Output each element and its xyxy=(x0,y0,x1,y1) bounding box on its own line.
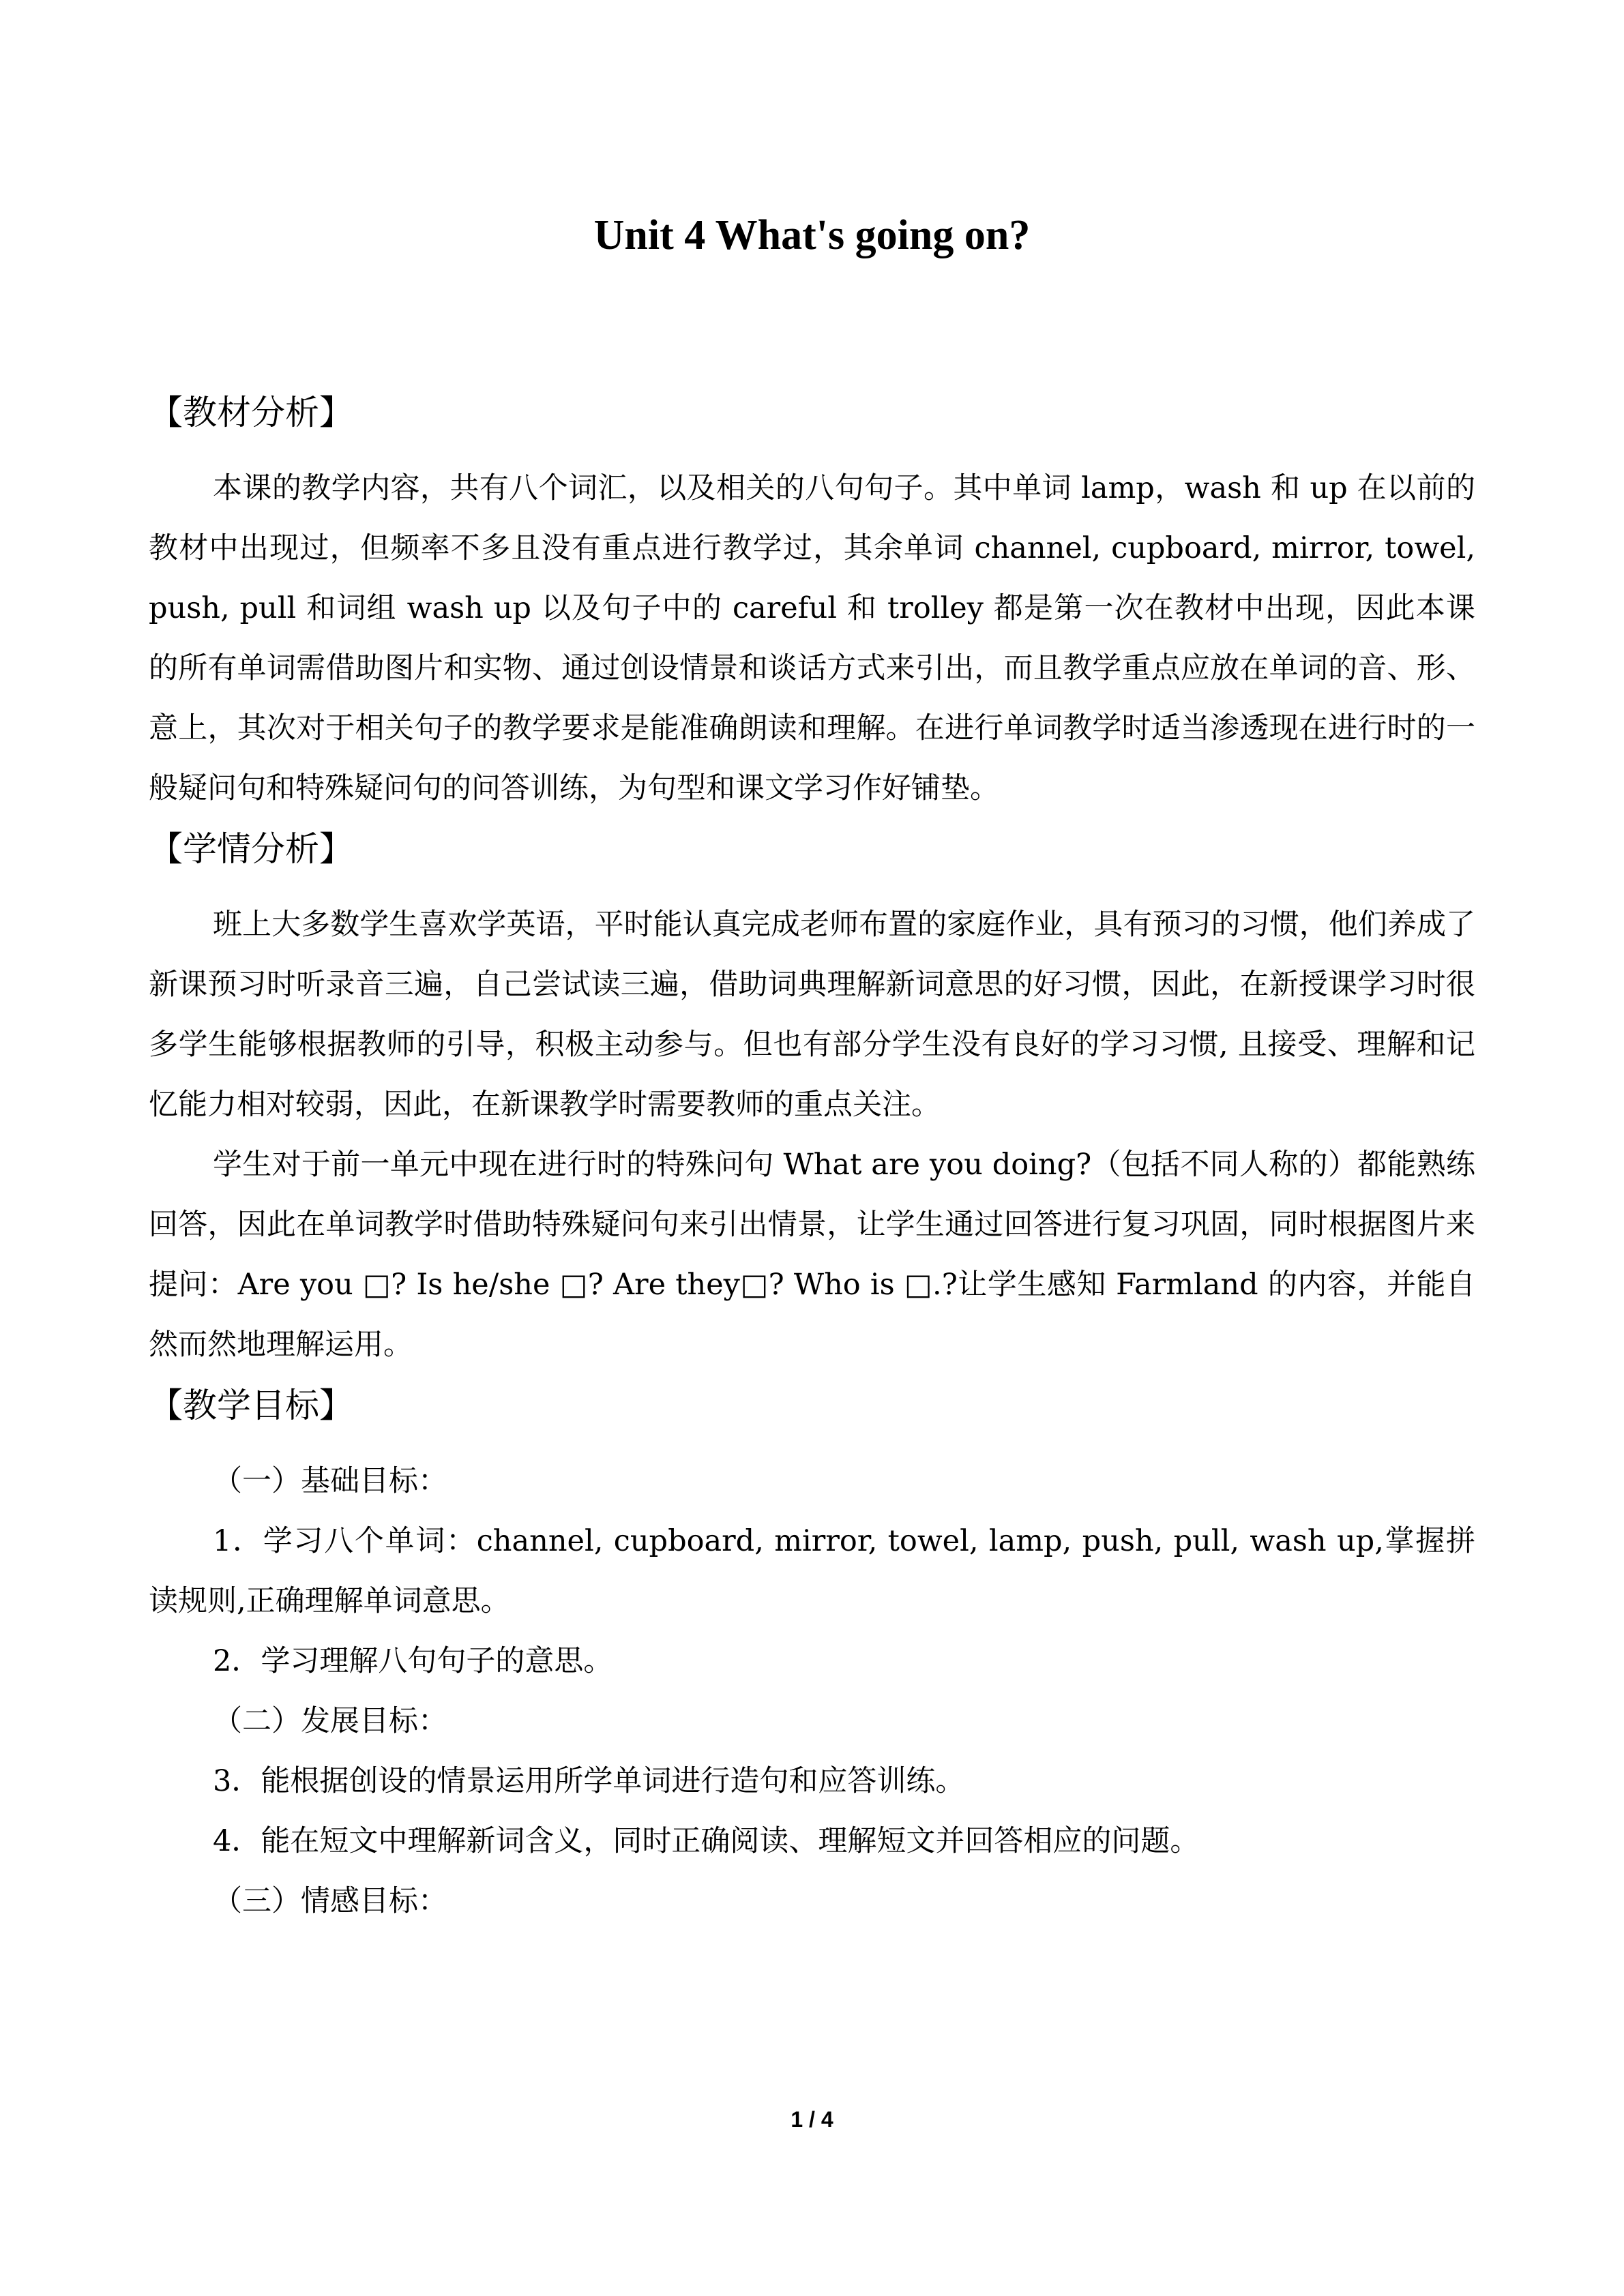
section-heading-material-analysis: 【教材分析】 xyxy=(149,393,353,432)
section-heading-teaching-goals: 【教学目标】 xyxy=(149,1386,353,1425)
development-goals-heading: （二）发展目标： xyxy=(213,1704,447,1738)
student-analysis-paragraph-1: 班上大多数学生喜欢学英语，平时能认真完成老师布置的家庭作业，具有预习的习惯，他们养成了新课预习时听录音三遍，自己尝试读三遍，借助词典理解新词意思的好习惯，因此，在新授课学习时很多学生能够根据教师的引导，积极主动参与。但也有部分学生没有良好的学习习惯, 且接受、理解和记忆能力相对较弱，因此，在新课教学时需要教师的重点关注。 xyxy=(149,908,1475,1122)
document-body xyxy=(149,382,1475,1931)
goal-item-3: 3．能根据创设的情景运用所学单词进行造句和应答训练。 xyxy=(213,1764,965,1798)
goal-item-1: 1．学习八个单词：channel, cupboard, mirror, towel, lamp, push, pull, wash up,掌握拼读规则,正确理解单词意思。 xyxy=(149,1524,1475,1618)
emotional-goals-heading: （三）情感目标： xyxy=(213,1884,447,1918)
material-analysis-paragraph: 本课的教学内容，共有八个词汇，以及相关的八句句子。其中单词 lamp，wash 和 up 在以前的教材中出现过，但频率不多且没有重点进行教学过，其余单词 channel, cupboard, mirror, towel, push, pull 和词组 wash up 以及句子中的 careful 和 trolley 都是第一次在教材中出现，因此本课的所有单词需借助图片和实物、通过创设情景和谈话方式来引出，而且教学重点应放在单词的音、形、意上，其次对于相关句子的教学要求是能准确朗读和理解。在进行单词教学时适当渗透现在进行时的一般疑问句和特殊疑问句的问答训练，为句型和课文学习作好铺垫。 xyxy=(149,471,1475,805)
page-number: 1 / 4 xyxy=(791,2107,833,2132)
goal-item-4: 4．能在短文中理解新词含义，同时正确阅读、理解短文并回答相应的问题。 xyxy=(213,1824,1200,1858)
goal-item-2: 2．学习理解八句句子的意思。 xyxy=(213,1644,613,1678)
section-heading-student-analysis: 【学情分析】 xyxy=(149,829,353,869)
basic-goals-heading: （一）基础目标： xyxy=(213,1464,447,1498)
document-title: Unit 4 What's going on? xyxy=(593,212,1031,258)
student-analysis-paragraph-2: 学生对于前一单元中现在进行时的特殊问句 What are you doing?（包括不同人称的）都能熟练回答，因此在单词教学时借助特殊疑问句来引出情景，让学生通过回答进行复习巩固，同时根据图片来提问：Are you □? Is he/she □? Are they□? Who is □.?让学生感知 Farmland 的内容，并能自然而然地理解运用。 xyxy=(149,1148,1475,1362)
